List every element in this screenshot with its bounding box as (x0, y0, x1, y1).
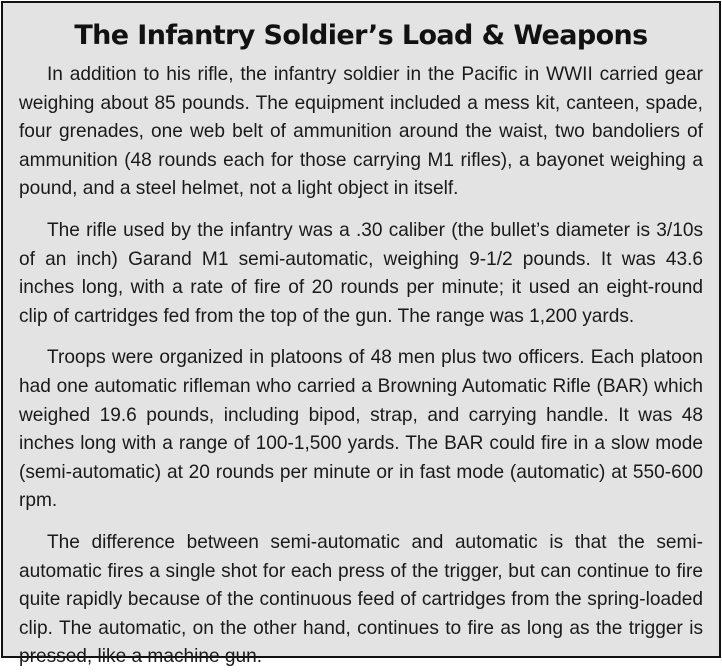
paragraph-gear: In addition to his rifle, the infantry soldier in the Pacific in WWII carried gear weighing about 85 pounds. The equipment included a mess kit, canteen, spade, four grenades, one web belt of ammunition around the waist, two bandoliers of ammunition (48 rounds each for those carrying M1 rifles), a bayonet weighing a pound, and a steel helmet, not a light object in itself. (19, 64, 703, 200)
paragraph-rifle: The rifle used by the infantry was a .30 caliber (the bullet’s diameter is 3/10s of an inch) Garand M1 semi-automatic, weighing 9-1/2 pounds. It was 43.6 inches long, with a rate of fire of 20 rounds per minute; it used an eight-round clip of cartridges fed from the top of the gun. The range was 1,200 yards. (19, 219, 703, 327)
paragraph-bar: Troops were organized in platoons of 48 men plus two officers. Each platoon had one automatic rifleman who carried a Browning Automatic Rifle (BAR) which weighed 19.6 pounds, including bipod, strap, and carrying handle. It was 48 inches long with a range of 100-1,500 yards. The BAR could fire in a slow mode (semi-automatic) at 20 rounds per minute or in fast mode (automatic) at 550-600 rpm. (19, 347, 703, 512)
sidebar-box (1, 1, 721, 668)
sidebar-title: The Infantry Soldier’s Load & Weapons (74, 20, 648, 51)
sidebar-body (3, 55, 719, 672)
paragraph-difference: The difference between semi-automatic and automatic is that the semi-automatic fires a single shot for each press of the trigger, but can continue to fire quite rapidly because of the continuous feed of cartridges from the spring-loaded clip. The automatic, on the other hand, continues to fire as long as the trigger is pressed, like a machine gun. (19, 531, 703, 668)
